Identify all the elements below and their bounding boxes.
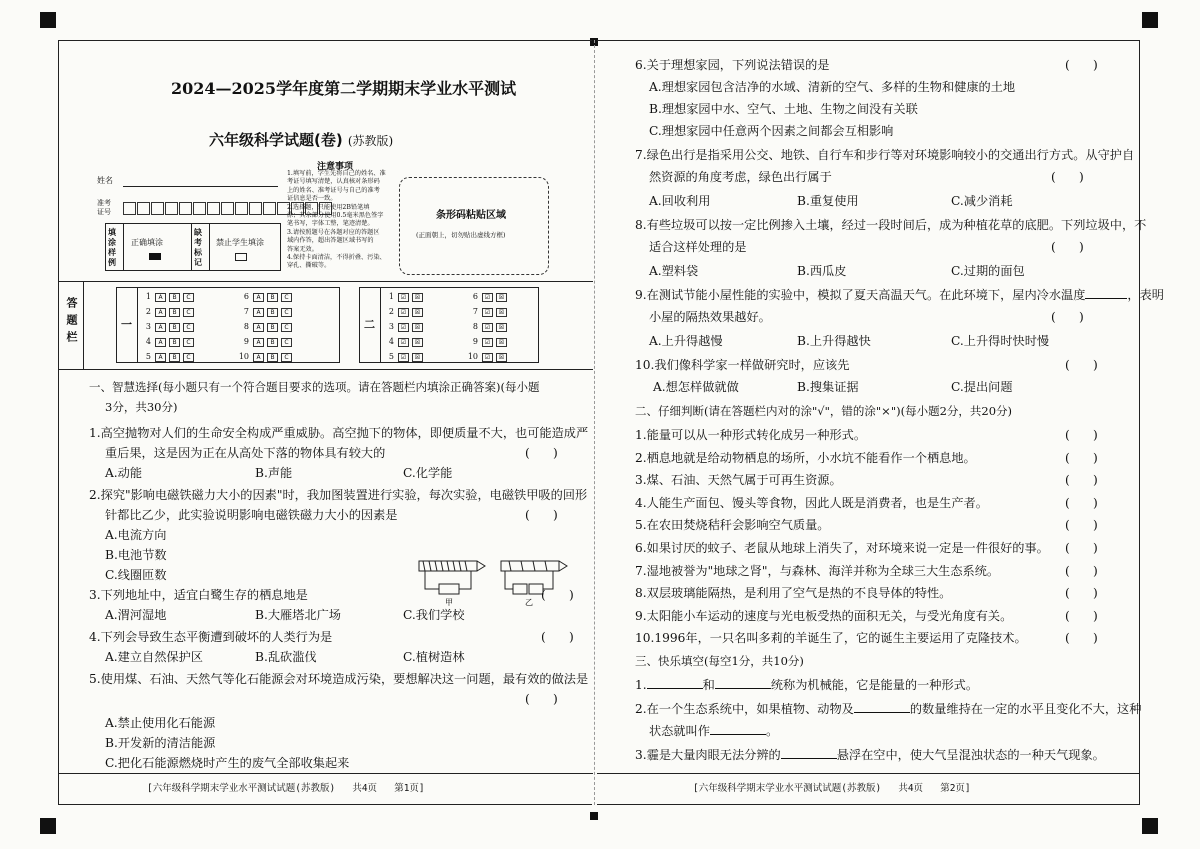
answer-blank[interactable] [710, 722, 766, 735]
section-one-roman: 一 [121, 318, 132, 331]
barcode-note: (正面朝上，切勿贴出虚线方框) [416, 231, 506, 239]
figure-label-yi: 乙 [525, 598, 533, 607]
answer-paren[interactable]: ( ) [1065, 473, 1098, 488]
options-row: A.渭河湿地 B.大雁塔北广场 C.我们学校 [105, 608, 465, 622]
page-1 [58, 40, 592, 805]
tf-column-left [382, 292, 426, 367]
barcode-area [399, 177, 549, 275]
answer-blank[interactable] [1085, 286, 1127, 299]
answer-paren[interactable]: ( ) [525, 692, 558, 706]
fill-sample-label: 填涂样例 [108, 227, 116, 267]
tf-question: 3.煤、石油、天然气属于可再生资源。 ( ) [635, 470, 1135, 493]
question-text: 4.下列会导致生态平衡遭到破坏的人类行为是 ( ) [89, 627, 589, 647]
mc-answer-row[interactable]: 5 A B C [139, 352, 197, 367]
answer-paren[interactable]: ( ) [525, 446, 558, 460]
section-heading: 三、快乐填空(每空1分，共10分) [635, 653, 804, 668]
tf-answer-row[interactable]: 6 ☑ ☒ [466, 292, 510, 307]
notice-list: 1.填写前，学生先将自己的姓名、准 考证号填写清楚，认真核对条形码 上的姓名、准考证号与自己的准考 证信息是否一致。 2.选择题，只能使用2B铅笔填 涂；其余部分使用0.5毫米黑色签字 笔书写，字体工整，笔迹清楚。 3.请按照题号在各题对应的答题区 域内作答，超出答题区域书写的 答案无效。 4.保持卡面清洁，不得折叠、污染、 穿孔、撕破等。 [287, 170, 386, 270]
tf-answer-row[interactable]: 8 ☑ ☒ [466, 322, 510, 337]
notice-title: 注意事项 [317, 162, 354, 172]
mc-answer-row[interactable]: 7 A B C [237, 307, 295, 322]
mc-answer-row[interactable]: 1 A B C [139, 292, 197, 307]
answer-paren[interactable]: ( ) [1065, 450, 1098, 465]
tf-question: 5.在农田焚烧秸秆会影响空气质量。 ( ) [635, 515, 1135, 538]
options-row: A.动能 B.声能 C.化学能 [105, 466, 453, 480]
answer-paren[interactable]: ( ) [1051, 240, 1084, 254]
tf-answer-row[interactable]: 9 ☑ ☒ [466, 337, 510, 352]
answer-paren[interactable]: ( ) [1065, 540, 1098, 555]
tf-answer-row[interactable]: 5 ☑ ☒ [382, 352, 426, 367]
section-two-roman: 二 [364, 318, 375, 331]
page-2 [597, 40, 1164, 805]
question-text: 7.绿色出行是指采用公交、地铁、自行车和步行等对环境影响较小的交通出行方式。从守护自 [635, 148, 1135, 162]
answer-paren[interactable]: ( ) [541, 588, 574, 602]
options-row: A.建立自然保护区 B.乱砍滥伐 C.植树造林 [105, 650, 465, 664]
question-text: 2.探究"影响电磁铁磁力大小的因素"时，我加图装置进行实验，每次实验，电磁铁甲吸的回形 [89, 488, 588, 502]
edition-label: (苏教版) [347, 134, 394, 148]
question-text: 6.关于理想家园，下列说法错误的是 ( ) [635, 55, 1135, 77]
answer-blank[interactable] [781, 746, 837, 759]
tf-question-list [635, 425, 1135, 651]
page-footer: [六年级科学期末学业水平测试试题(苏教版) 共4页 第2页] [693, 783, 971, 794]
answer-blank[interactable] [854, 700, 910, 713]
name-label: 姓名 [97, 176, 113, 185]
options-row: A.塑料袋 B.西瓜皮 C.过期的面包 [649, 264, 1025, 278]
section-heading: 一、智慧选择(每小题只有一个符合题目要求的选项。请在答题栏内填涂正确答案)(每小题 [89, 380, 540, 394]
name-field[interactable] [123, 186, 278, 187]
question-text: 5.使用煤、石油、天然气等化石能源会对环境造成污染，要想解决这一问题，最有效的做法是 [89, 672, 589, 686]
center-mark [590, 812, 598, 820]
figure-label-jia: 甲 [445, 598, 453, 607]
mc-answer-row[interactable]: 3 A B C [139, 322, 197, 337]
answer-paren[interactable]: ( ) [1051, 170, 1084, 184]
answer-paren[interactable]: ( ) [1065, 58, 1098, 72]
answer-paren[interactable]: ( ) [1065, 631, 1098, 646]
question-text: 9.在测试节能小屋性能的实验中，模拟了夏天高温天气。在此环境下，屋内冷水温度 ，表明 [635, 288, 1164, 302]
section-1-continued: 6.关于理想家园，下列说法错误的是 ( ) A.理想家园包含洁净的水域、清新的空气、多样的生物和健康的土地 B.理想家园中水、空气、土地、生物之间没有关联 C.理想家园中任意两个因素之间都会互相影响 7.绿色出行是指采用公交、地铁、自行车和步行等对环境影响较小的交通出行方式。从守护自 然资源的角度考虑，绿色出行属于 ( ) A.回收利用 B.重复使用 C.减少消耗 8.有些垃圾可以按一定比例掺入土壤，经过一段时间后，成为种植花草的底肥。下列垃圾中，不 适合这样处理的是 ( ) A.塑料袋 B.西瓜皮 C.过期的面包 9.在测试节能小屋性能的实验中，模拟了夏天高温天气。在此环境下，屋内冷水温度 ，表明 小屋的隔热效果越好。 ( ) A.上升得越慢 B.上升得越快 C.上升得时快时慢 10.我们像科学家一样做研究时，应该先 ( ) A.想怎样做就做 B.搜集证据 C.提出问题 二、仔细判断(请在答题栏内对的涂"√"，错的涂"×")(每小题2分，共20分) 1.能量可以从一种形式转化成另一种形式。 ( ) 2.栖息地就是给动物栖息的场所，小水坑不能看作一个栖息地。 ( ) 3.煤、石油、天然气属于可再生资源。 ( ) 4.人能生产面包、馒头等食物，因此人既是消费者，也是生产者。 ( ) 5.在农田焚烧秸秆会影响空气质量。 ( ) 6.如果讨厌的蚊子、老鼠从地球上消失了，对环境来说一定是一件很好的事。 ( ) 7.湿地被誉为"地球之肾"，与森林、海洋并称为全球三大生态系统。 ( ) 8.双层玻璃能隔热，是利用了空气是热的不良导体的特性。 ( ) 9.太阳能小车运动的速度与光电板受热的面积无关，与受光角度有关。 ( ) 10.1996年，一只名叫多莉的羊诞生了，它的诞生主要运用了克隆技术。 ( ) 三、快乐填空(每空1分，共10分) 1. 和 统称为机械能，它是能量的一种形式。 2.在一个生态系统中，如果植物、动物及 的数量维持在一定的水平且变化不大，这种 状态就叫作 。 3.霾是大量肉眼无法分辨的 悬浮在空中，使大气呈混浊状态的一种天气现象。 [635, 55, 1135, 767]
options-row: A.上升得越慢 B.上升得越快 C.上升得时快时慢 [649, 334, 1050, 348]
answer-paren[interactable]: ( ) [1065, 518, 1098, 533]
tf-answer-row[interactable]: 10 ☑ ☒ [466, 352, 510, 367]
filled-sample-mark [149, 253, 161, 260]
exam-title: 2024—2025学年度第二学期期末学业水平测试 [171, 79, 517, 98]
mc-answer-row[interactable]: 4 A B C [139, 337, 197, 352]
fold-line [594, 40, 595, 805]
answer-paren[interactable]: ( ) [541, 630, 574, 644]
absent-text: 禁止学生填涂 [216, 238, 264, 247]
subject-title: 六年级科学试题(卷) [209, 131, 343, 149]
answer-paren[interactable]: ( ) [1065, 586, 1098, 601]
answer-paren[interactable]: ( ) [1065, 358, 1098, 372]
answer-paren[interactable]: ( ) [1065, 495, 1098, 510]
absent-checkbox[interactable] [235, 253, 247, 261]
fill-question: 2.在一个生态系统中，如果植物、动物及 的数量维持在一定的水平且变化不大，这种 [635, 701, 1142, 716]
tf-answer-row[interactable]: 1 ☑ ☒ [382, 292, 426, 307]
tf-column-right [466, 292, 510, 367]
question-text: 10.我们像科学家一样做研究时，应该先 ( ) [635, 355, 1135, 377]
mc-answer-row[interactable]: 10 A B C [237, 352, 295, 367]
answer-paren[interactable]: ( ) [1065, 428, 1098, 442]
absent-label: 缺考标记 [194, 227, 202, 267]
mc-column-right [237, 292, 295, 367]
fill-question: 1. 和 统称为机械能，它是能量的一种形式。 [635, 677, 979, 692]
answer-paren[interactable]: ( ) [1065, 608, 1098, 623]
mc-answer-row[interactable]: 2 A B C [139, 307, 197, 322]
tf-question: 8.双层玻璃能隔热，是利用了空气是热的不良导体的特性。 ( ) [635, 583, 1135, 606]
answer-blank[interactable] [647, 676, 703, 689]
options-row: A.回收利用 B.重复使用 C.减少消耗 [649, 194, 1013, 208]
subject-title-line [209, 129, 393, 150]
registration-mark [1142, 818, 1158, 834]
tf-question: 7.湿地被誉为"地球之肾"，与森林、海洋并称为全球三大生态系统。 ( ) [635, 561, 1135, 584]
tf-answer-grid [359, 287, 539, 363]
mc-answer-row[interactable]: 9 A B C [237, 337, 295, 352]
tf-question: 6.如果讨厌的蚊子、老鼠从地球上消失了，对环境来说一定是一件很好的事。 ( ) [635, 538, 1135, 561]
tf-question: 4.人能生产面包、馒头等食物，因此人既是消费者，也是生产者。 ( ) [635, 493, 1135, 516]
answer-bar-label: 答题栏 [65, 297, 78, 348]
tf-answer-row[interactable]: 4 ☑ ☒ [382, 337, 426, 352]
mc-answer-grid [116, 287, 340, 363]
tf-answer-row[interactable]: 7 ☑ ☒ [466, 307, 510, 322]
barcode-title: 条形码粘贴区域 [436, 210, 506, 221]
registration-mark [40, 12, 56, 28]
fill-question: 3.霾是大量肉眼无法分辨的 悬浮在空中，使大气呈混浊状态的一种天气现象。 [635, 747, 1105, 762]
page-footer: [六年级科学期末学业水平测试试题(苏教版) 共4页 第1页] [147, 783, 425, 794]
question-text: 3.下列地址中，适宜白鹭生存的栖息地是 ( ) [89, 585, 589, 605]
answer-blank[interactable] [715, 676, 771, 689]
tf-question: 1.能量可以从一种形式转化成另一种形式。 ( ) [635, 425, 1135, 448]
answer-paren[interactable]: ( ) [1051, 310, 1084, 324]
section-heading: 二、仔细判断(请在答题栏内对的涂"√"，错的涂"×")(每小题2分，共20分) [635, 404, 1013, 418]
tf-question: 9.太阳能小车运动的速度与光电板受热的面积无关，与受光角度有关。 ( ) [635, 606, 1135, 629]
registration-mark [1142, 12, 1158, 28]
mc-answer-row[interactable]: 8 A B C [237, 322, 295, 337]
section-1: 一、智慧选择(每小题只有一个符合题目要求的选项。请在答题栏内填涂正确答案)(每小题 3分，共30分) 1.高空抛物对人们的生命安全构成严重威胁。高空抛下的物体，即便质量不大，也可能造成严 重后果，这是因为正在从高处下落的物体具有较大的 ( ) A.动能 B.声能 C.化学能 2.探究"影响电磁铁磁力大小的因素"时，我加图装置进行实验，每次实验，电磁铁甲吸的回形 针都比乙少，此实验说明影响电磁铁磁力大小的因素是 ( ) A.电流方向 B.电池节数 C.线圈匝数 甲 乙 3.下列地址中，适宜白鹭生存的栖息地是 ( ) A.渭河湿地 B.大雁塔北广场 C.我们学校 4.下列会导致生态平衡遭到破坏的人类行为是 ( ) A.建立自然保护区 B.乱砍滥伐 C.植树造林 5.使用煤、石油、天然气等化石能源会对环境造成污染，要想解决这一问题，最有效的做法是 ( ) A.禁止使用化石能源 B.开发新的清洁能源 C.把化石能源燃烧时产生的废气全部收集起来 [89, 377, 589, 773]
registration-mark [40, 818, 56, 834]
question-text: 1.高空抛物对人们的生命安全构成严重威胁。高空抛下的物体，即便质量不大，也可能造成严 [89, 426, 589, 440]
tf-question: 2.栖息地就是给动物栖息的场所，小水坑不能看作一个栖息地。 ( ) [635, 448, 1135, 471]
answer-paren[interactable]: ( ) [1065, 563, 1098, 578]
tf-question: 10.1996年，一只名叫多莉的羊诞生了，它的诞生主要运用了克隆技术。 ( ) [635, 628, 1135, 651]
options-row: A.想怎样做就做 B.搜集证据 C.提出问题 [653, 380, 1013, 394]
mc-answer-row[interactable]: 6 A B C [237, 292, 295, 307]
correct-fill-label: 正确填涂 [131, 238, 163, 247]
tf-answer-row[interactable]: 3 ☑ ☒ [382, 322, 426, 337]
question-text: 8.有些垃圾可以按一定比例掺入土壤，经过一段时间后，成为种植花草的底肥。下列垃圾中，不 [635, 218, 1147, 232]
mc-column-left [139, 292, 197, 367]
tf-answer-row[interactable]: 2 ☑ ☒ [382, 307, 426, 322]
id-label: 准考 证号 [97, 199, 111, 216]
answer-paren[interactable]: ( ) [525, 508, 558, 522]
